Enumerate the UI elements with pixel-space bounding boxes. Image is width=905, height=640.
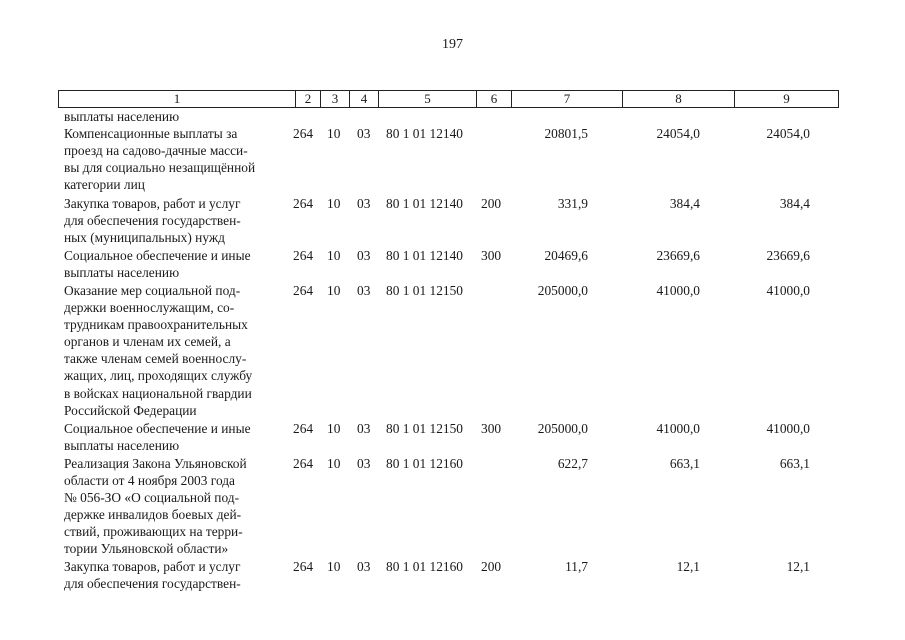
row-name-line: Социальное обеспечение и иные: [64, 421, 251, 436]
row-col-3: 10: [327, 196, 341, 211]
row-col-8: 12,1: [676, 559, 700, 574]
header-col-9: 9: [783, 91, 790, 106]
row-name-line: также членам семей военнослу-: [64, 351, 247, 367]
row-col-2: 264: [293, 559, 314, 574]
row-name-line: Закупка товаров, работ и услуг: [64, 196, 241, 211]
row-name-line: для обеспечения государствен-: [64, 213, 241, 229]
row-col-6: 200: [481, 196, 502, 211]
row-col-4: 03: [357, 456, 371, 471]
row-name-line: Закупка товаров, работ и услуг: [64, 559, 241, 574]
row-col-4: 03: [357, 126, 371, 141]
row-col-3: 10: [327, 126, 341, 141]
header-col-3: 3: [321, 91, 350, 107]
row-col-4: 03: [357, 421, 371, 436]
row-col-9: 24054,0: [766, 126, 810, 141]
row-col-5: 80 1 01 12150: [386, 421, 463, 436]
row-col-9: 41000,0: [766, 283, 810, 298]
row-col-9: 12,1: [786, 559, 810, 574]
row-col-5: 80 1 01 12140: [386, 196, 463, 211]
row-col-7: 20469,6: [544, 248, 588, 263]
row-name-line: для обеспечения государствен-: [64, 576, 241, 592]
row-name: [64, 558, 282, 592]
row-name-line: выплаты населению: [64, 109, 180, 124]
row-name-line: Реализация Закона Ульяновской: [64, 456, 247, 471]
row-col-8: 41000,0: [656, 283, 700, 298]
row-col-8: 24054,0: [656, 126, 700, 141]
row-name-line: органов и членам их семей, а: [64, 334, 231, 350]
row-name-line: трудникам правоохранительных: [64, 317, 248, 333]
row-col-7: 205000,0: [537, 283, 588, 298]
row-name-line: ствий, проживающих на терри-: [64, 524, 243, 540]
row-col-7: 622,7: [557, 456, 588, 471]
page-number: 197: [442, 37, 463, 52]
row-col-2: 264: [293, 456, 314, 471]
row-col-4: 03: [357, 248, 371, 263]
row-name-line: жащих, лиц, проходящих службу: [64, 368, 253, 384]
row-col-3: 10: [327, 421, 341, 436]
row-col-7: 11,7: [565, 559, 588, 574]
row-name-line: выплаты населению: [64, 265, 180, 281]
row-col-2: 264: [293, 283, 314, 298]
row-col-6: 300: [481, 421, 502, 436]
row-name-line: Социальное обеспечение и иные: [64, 248, 251, 263]
row-name: [64, 108, 282, 125]
header-col-2: 2: [296, 91, 321, 107]
header-col-4: 4: [350, 91, 379, 107]
row-name: [64, 195, 282, 246]
row-name-line: Компенсационные выплаты за: [64, 126, 238, 141]
row-name-line: выплаты населению: [64, 438, 180, 454]
row-name-line: Оказание мер социальной под-: [64, 283, 241, 298]
row-col-8: 23669,6: [656, 248, 700, 263]
header-col-7: 7: [512, 91, 623, 107]
row-name-line: № 056-ЗО «О социальной под-: [64, 490, 240, 506]
row-col-9: 23669,6: [766, 248, 810, 263]
row-name-line: ных (муниципальных) нужд: [64, 230, 225, 246]
row-col-7: 205000,0: [537, 421, 588, 436]
header-col-8: 8: [623, 91, 735, 107]
row-name-line: тории Ульяновской области»: [64, 541, 229, 557]
row-col-7: 331,9: [557, 196, 588, 211]
row-col-5: 80 1 01 12140: [386, 248, 463, 263]
row-col-4: 03: [357, 196, 371, 211]
row-col-5: 80 1 01 12160: [386, 559, 463, 574]
row-col-4: 03: [357, 559, 371, 574]
row-col-5: 80 1 01 12150: [386, 283, 463, 298]
row-name: [64, 247, 282, 281]
row-col-9: 663,1: [779, 456, 810, 471]
row-col-3: 10: [327, 456, 341, 471]
row-col-8: 663,1: [669, 456, 700, 471]
header-col-1: 1: [59, 91, 296, 107]
header-col-5: 5: [379, 91, 477, 107]
row-col-6: 200: [481, 559, 502, 574]
row-name: [64, 282, 282, 419]
row-col-4: 03: [357, 283, 371, 298]
row-col-9: 41000,0: [766, 421, 810, 436]
row-col-2: 264: [293, 126, 314, 141]
row-col-8: 41000,0: [656, 421, 700, 436]
row-col-8: 384,4: [669, 196, 700, 211]
row-name-line: в войсках национальной гвардии: [64, 385, 252, 401]
row-col-2: 264: [293, 248, 314, 263]
row-name-line: вы для социально незащищённой: [64, 160, 256, 176]
row-name-line: проезд на садово-дачные масси-: [64, 143, 248, 159]
row-col-2: 264: [293, 421, 314, 436]
row-name-line: держке инвалидов боевых дей-: [64, 507, 242, 523]
row-col-3: 10: [327, 283, 341, 298]
row-col-6: 300: [481, 248, 502, 263]
row-col-5: 80 1 01 12160: [386, 456, 463, 471]
row-name-line: держки военнослужащим, со-: [64, 300, 235, 316]
table-header-row: [58, 90, 839, 108]
row-name: [64, 420, 282, 454]
row-col-5: 80 1 01 12140: [386, 126, 463, 141]
row-name: [64, 455, 282, 558]
row-col-2: 264: [293, 196, 314, 211]
header-col-6: 6: [477, 91, 512, 107]
row-col-9: 384,4: [779, 196, 810, 211]
row-name-line: категории лиц: [64, 177, 145, 193]
row-col-7: 20801,5: [544, 126, 588, 141]
row-name-line: области от 4 ноября 2003 года: [64, 473, 236, 489]
row-col-3: 10: [327, 248, 341, 263]
row-name-line: Российской Федерации: [64, 402, 197, 418]
row-col-3: 10: [327, 559, 341, 574]
row-name: [64, 125, 282, 193]
